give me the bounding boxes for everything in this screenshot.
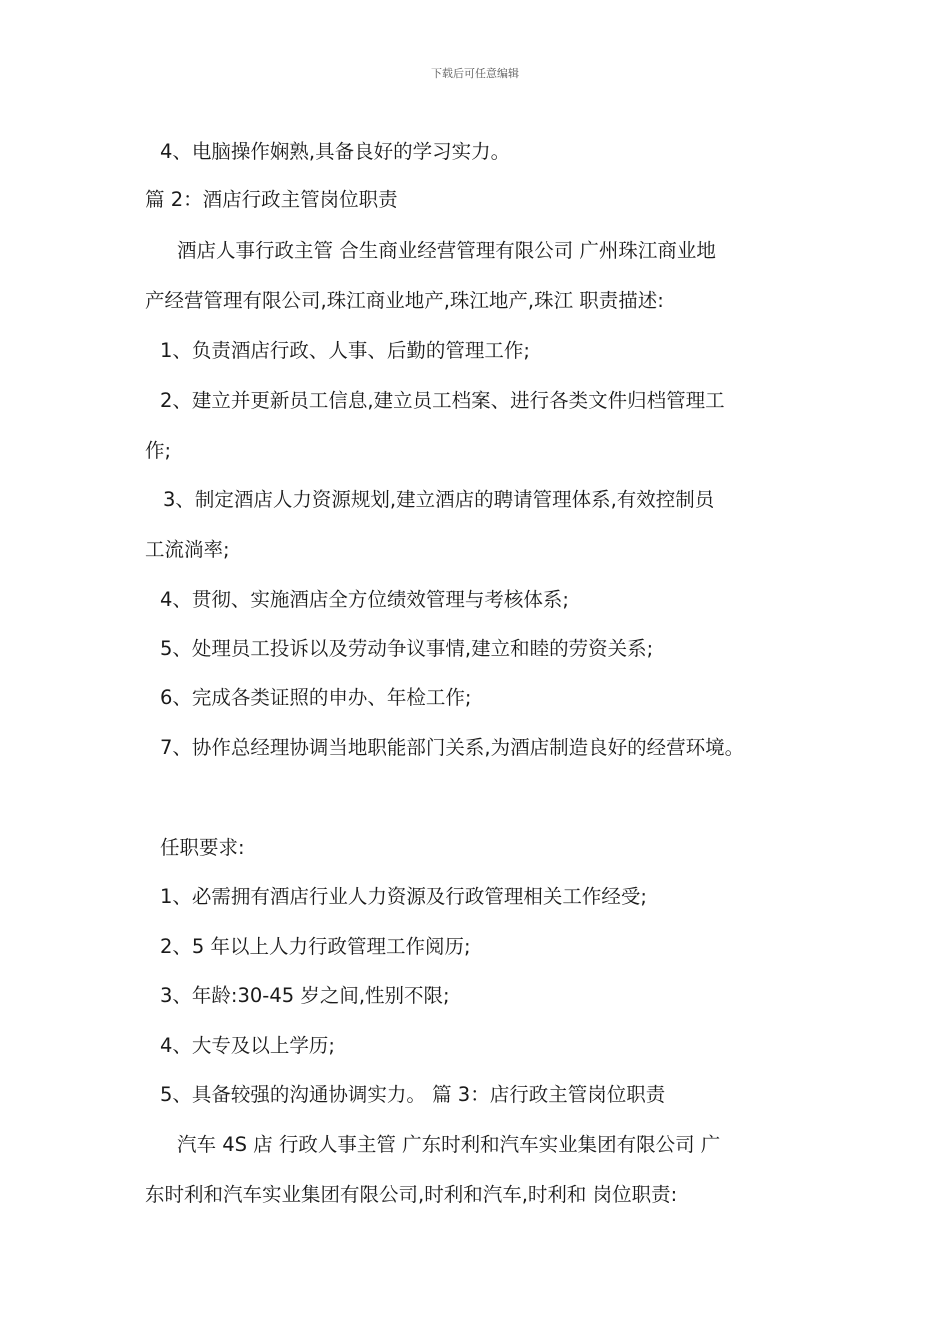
text-line: 工流淌率;: [145, 538, 230, 561]
text-line: 2、5 年以上人力行政管理工作阅历;: [160, 935, 471, 958]
text-line: 3、年龄:30-45 岁之间,性别不限;: [160, 984, 450, 1007]
text-line: 酒店人事行政主管 合生商业经营管理有限公司 广州珠江商业地: [177, 239, 716, 262]
text-line: 产经营管理有限公司,珠江商业地产,珠江地产,珠江 职责描述:: [145, 289, 664, 312]
text-line: 4、电脑操作娴熟,具备良好的学习实力。: [160, 140, 511, 163]
text-line: 4、贯彻、实施酒店全方位绩效管理与考核体系;: [160, 588, 569, 611]
text-line: 东时利和汽车实业集团有限公司,时利和汽车,时利和 岗位职责:: [145, 1183, 678, 1206]
text-line: 2、建立并更新员工信息,建立员工档案、进行各类文件归档管理工: [160, 389, 725, 412]
text-line: 6、完成各类证照的申办、年检工作;: [160, 686, 472, 709]
text-line: 4、大专及以上学历;: [160, 1034, 335, 1057]
text-line: 5、处理员工投诉以及劳动争议事情,建立和睦的劳资关系;: [160, 637, 654, 660]
text-line: 作;: [145, 439, 172, 462]
text-line: 任职要求:: [160, 836, 245, 859]
text-line: 汽车 4S 店 行政人事主管 广东时利和汽车实业集团有限公司 广: [177, 1133, 721, 1156]
text-line: 1、必需拥有酒店行业人力资源及行政管理相关工作经受;: [160, 885, 647, 908]
text-line: 1、负责酒店行政、人事、后勤的管理工作;: [160, 339, 530, 362]
text-line: 5、具备较强的沟通协调实力。 篇 3：店行政主管岗位职责: [160, 1083, 666, 1106]
text-line: 3、制定酒店人力资源规划,建立酒店的聘请管理体系,有效控制员: [163, 488, 715, 511]
page-header: 下载后可任意编辑: [431, 67, 519, 80]
text-line: 7、协作总经理协调当地职能部门关系,为酒店制造良好的经营环境。: [160, 736, 745, 759]
section-heading: 篇 2：酒店行政主管岗位职责: [145, 188, 398, 211]
